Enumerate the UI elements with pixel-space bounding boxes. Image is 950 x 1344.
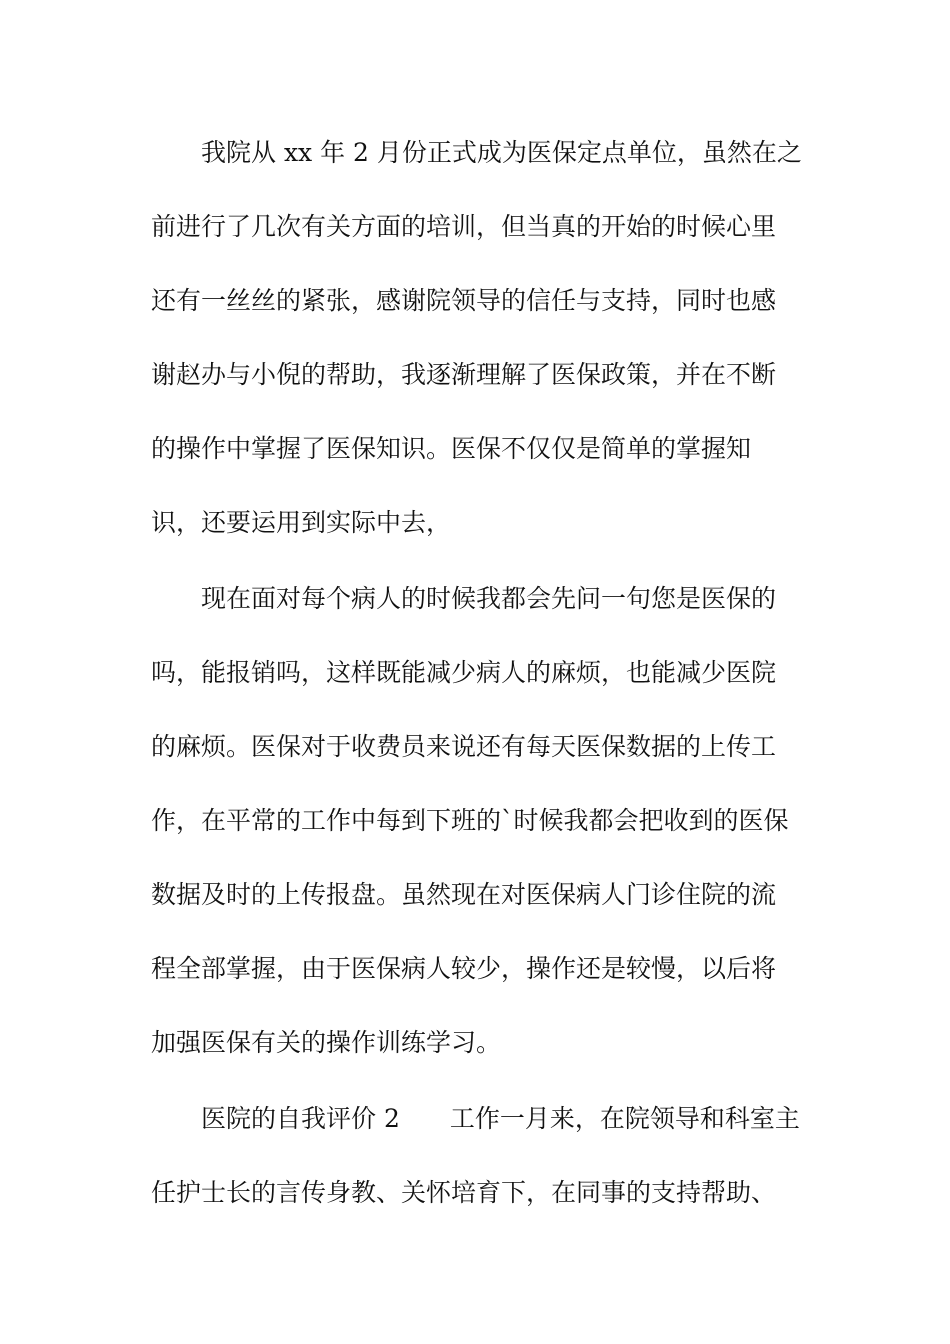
paragraph-line: 现在面对每个病人的时候我都会先问一句您是医保的 [201, 584, 777, 613]
paragraph-line: 作，在平常的工作中每到下班的`时候我都会把收到的医保 [151, 806, 789, 835]
paragraph-line: 的操作中掌握了医保知识。医保不仅仅是简单的掌握知 [151, 434, 752, 463]
paragraph-line: 医院的自我评价 2 工作一月来，在院领导和科室主 [201, 1104, 800, 1133]
paragraph-line: 任护士长的言传身教、关怀培育下，在同事的支持帮助、 [151, 1178, 777, 1207]
paragraph-line: 程全部掌握，由于医保病人较少，操作还是较慢，以后将 [151, 954, 777, 983]
paragraph-line: 的麻烦。医保对于收费员来说还有每天医保数据的上传工 [151, 732, 777, 761]
paragraph-line: 数据及时的上传报盘。虽然现在对医保病人门诊住院的流 [151, 880, 777, 909]
paragraph-line: 识，还要运用到实际中去， [151, 508, 452, 537]
paragraph-line: 谢赵办与小倪的帮助，我逐渐理解了医保政策，并在不断 [151, 360, 777, 389]
paragraph-line: 前进行了几次有关方面的培训，但当真的开始的时候心里 [151, 212, 777, 241]
paragraph-line: 加强医保有关的操作训练学习。 [151, 1028, 502, 1057]
paragraph-line: 我院从 xx 年 2 月份正式成为医保定点单位，虽然在之 [201, 138, 802, 167]
paragraph-line: 还有一丝丝的紧张，感谢院领导的信任与支持，同时也感 [151, 286, 777, 315]
paragraph-line: 吗，能报销吗，这样既能减少病人的麻烦，也能减少医院 [151, 658, 777, 687]
